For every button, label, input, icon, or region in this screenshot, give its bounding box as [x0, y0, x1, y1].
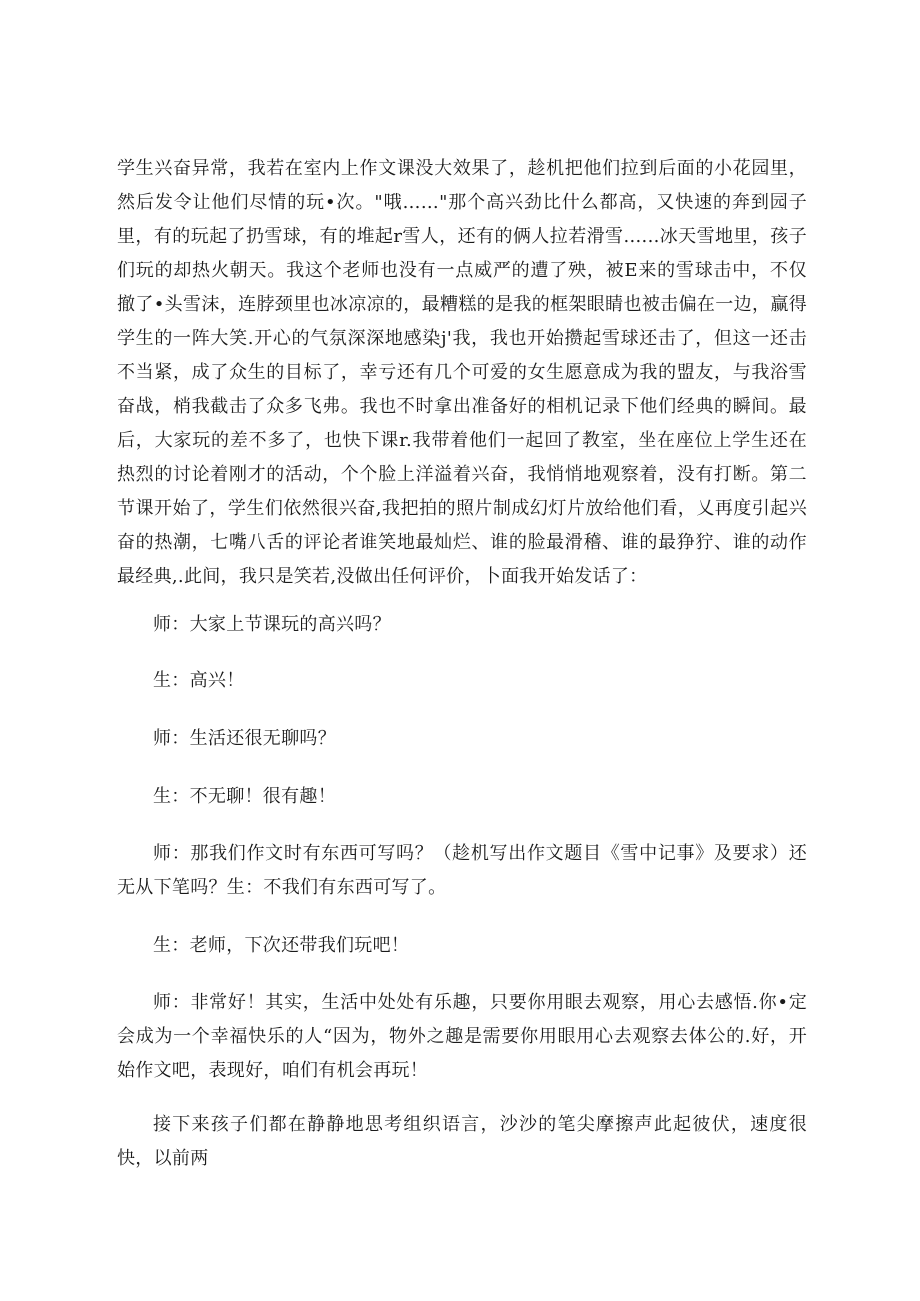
dialogue-line-teacher: 师：大家上节课玩的高兴吗？	[153, 614, 391, 635]
narrative-paragraph: 学生兴奋异常，我若在室内上作文课没大效果了，趁机把他们拉到后面的小花园里，然后发令让他们尽情的玩•次。"哦……"那个高兴劲比什么都高，又快速的奔到园子里，有的玩起了扔雪球，有的堆起r雪人，还有的俩人拉若滑雪......冰天雪地里，孩子们玩的却热火朝天。我这个老师也没有一点威严的遭了殃，被E来的雪球击中，不仅撤了•头雪沫，连脖颈里也冰凉凉的，最糟糕的是我的框架眼睛也被击偏在一边，赢得学生的一阵大笑.开心的气氛深深地感染j'我，我也开始攒起雪球还击了，但这一还击不当紧，成了众生的目标了，幸亏还有几个可爱的女生愿意成为我的盟友，与我浴雪奋战，梢我截击了众多飞弗。我也不时拿出准备好的相机记录下他们经典的瞬间。最后，大家玩的差不多了，也快下课r.我带着他们一起回了教室，坐在座位上学生还在热烈的讨论着刚才的活动，个个脸上洋溢着兴奋，我悄悄地观察着，没有打断。第二节课开始了，学生们依然很兴奋,我把拍的照片制成幻灯片放给他们看，乂再度引起兴奋的热潮，七嘴八舌的评论者谁笑地最灿烂、谁的脸最滑稽、谁的最狰狞、谁的动作最经典,.此间，我只是笑若,没做出任何评价，卜面我开始发话了：	[117, 158, 807, 587]
dialogue-line-teacher: 师：非常好！其实，生活中处处有乐趣，只要你用眼去观察，用心去感悟.你•定会成为一个幸福快乐的人“因为，物外之趣是需要你用眼用心去观察去体公的.好，开始作文吧，表现好，咱们有机会再玩！	[117, 992, 807, 1081]
dialogue-line-student: 生：不无聊！很有趣！	[153, 786, 336, 807]
dialogue-line-student: 生：高兴！	[153, 670, 245, 691]
dialogue-line-teacher: 师：生活还很无聊吗？	[153, 728, 336, 749]
dialogue-line-teacher: 师：那我们作文时有东西可写吗？（趁机写出作文题目《雪中记事》及要求）还无从下笔吗？生：不我们有东西可写了。	[117, 843, 807, 898]
dialogue-line-student: 生：老师，下次还带我们玩吧！	[153, 935, 410, 956]
closing-paragraph: 接下来孩子们都在静静地思考组织语言，沙沙的笔尖摩擦声此起彼伏，速度很快，以前两	[117, 1114, 807, 1169]
